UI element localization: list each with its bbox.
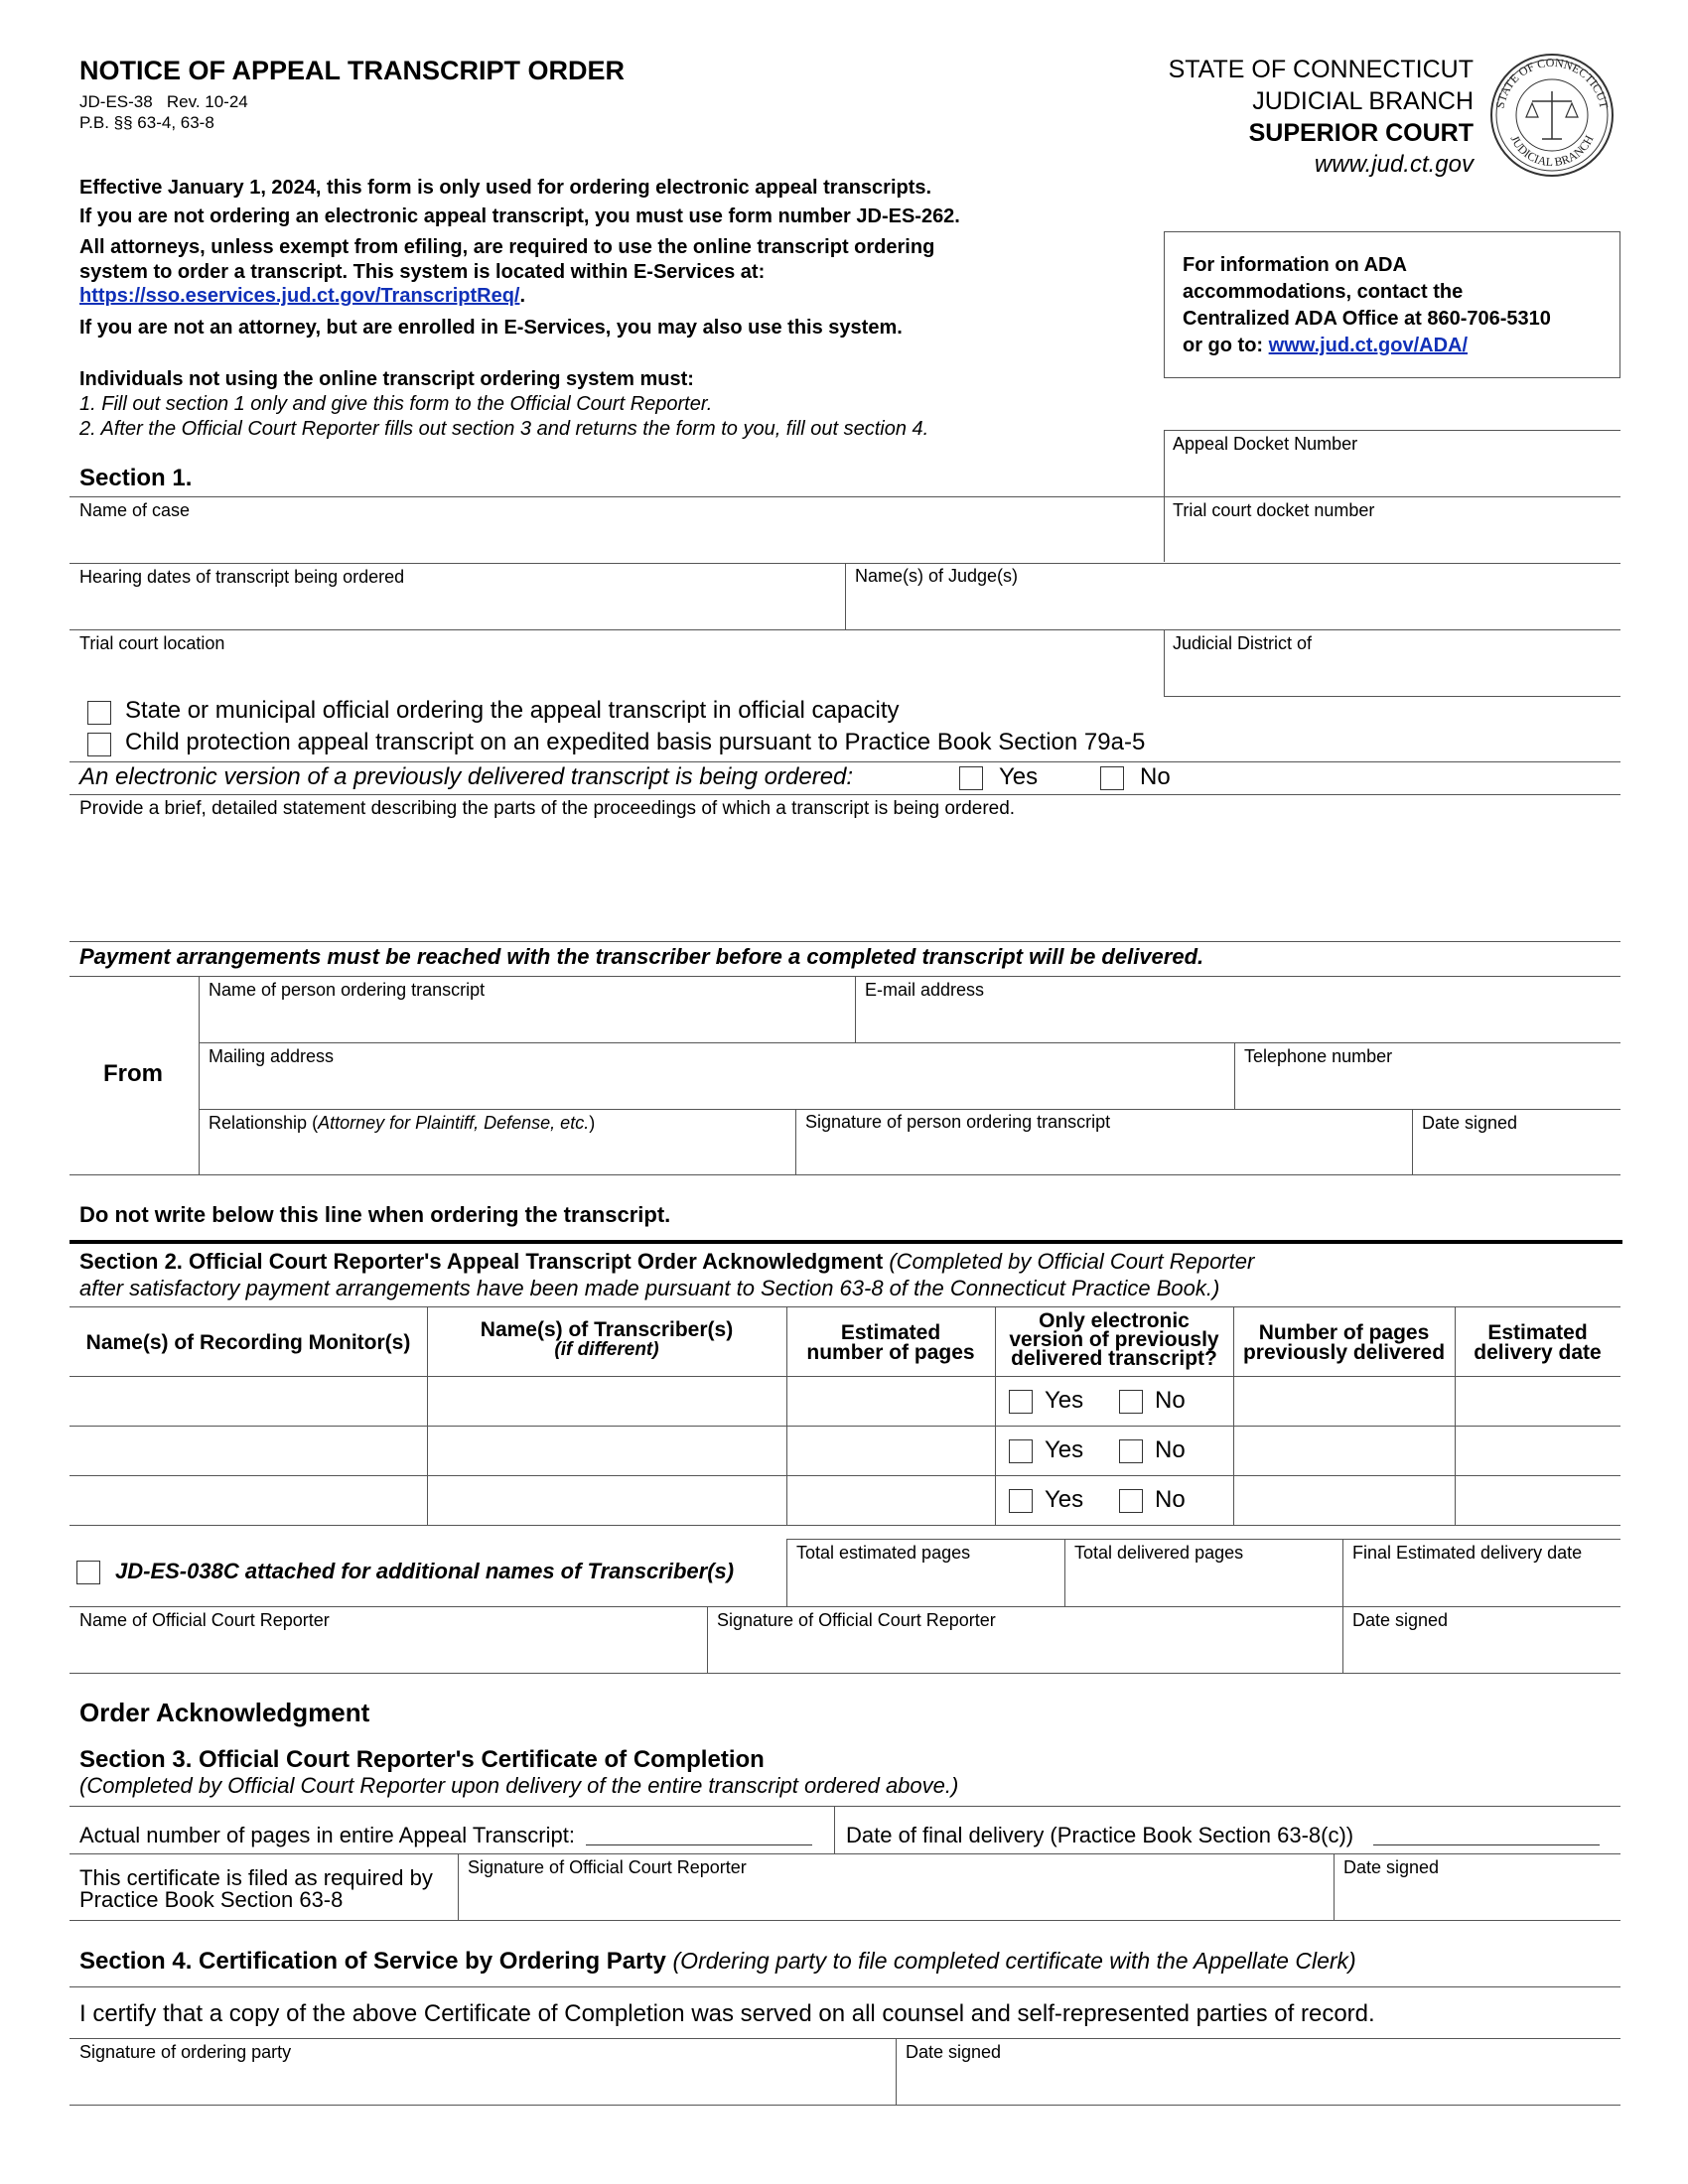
divider [1342,1606,1343,1673]
divider [845,563,846,629]
trial-docket-label: Trial court docket number [1173,500,1375,520]
ada-line-3: Centralized ADA Office at 860-706-5310 [1183,308,1551,330]
final-delivery-label: Date of final delivery (Practice Book Section 63-8(c)) [846,1823,1354,1847]
row3-yes-label: Yes [1045,1486,1084,1513]
transcript-request-link[interactable]: https://sso.eservices.jud.ct.gov/TranscriptReq/ [79,285,520,307]
intro-line-2: If you are not ordering an electronic appeal transcript, you must use form number JD-ES-262. [79,205,960,227]
seal-text-bottom: JUDICIAL BRANCH [1507,132,1597,170]
est-pages-field-3[interactable] [789,1478,993,1523]
trial-location-label: Trial court location [79,633,225,653]
divider [70,496,1620,497]
orderer-signature-label: Signature of person ordering transcript [805,1112,1111,1132]
section-4-title [79,1947,1356,1976]
payment-notice: Payment arrangements must be reached with the transcriber before a completed transcript will be delivered. [79,944,1204,969]
ada-line-4 [1183,333,1602,359]
row1-no-label: No [1155,1387,1186,1414]
delivery-date-field-2[interactable] [1458,1429,1618,1473]
divider [795,1109,796,1174]
divider [707,1606,708,1673]
form-revision: Rev. 10-24 [166,92,248,111]
practice-book-ref: P.B. §§ 63-4, 63-8 [79,113,214,132]
judicial-district-field[interactable] [1166,654,1617,694]
s3-signature-field[interactable] [461,1878,1331,1918]
website: www.jud.ct.gov [1314,151,1474,178]
row2-no-checkbox[interactable] [1119,1439,1143,1463]
section-4-title-text: Section 4. Certification of Service by Ordering Party [79,1948,673,1975]
monitor-field-3[interactable] [71,1478,425,1523]
email-label: E-mail address [865,980,985,1000]
section-1-title: Section 1. [79,465,193,491]
col-del-line1: Estimated [1487,1321,1588,1344]
filed-line-1: This certificate is filed as required by [79,1865,433,1890]
electronic-yes-checkbox[interactable] [959,766,983,790]
intro-url-line [79,284,525,308]
s4-date-field[interactable] [899,2063,1617,2103]
row2-yes-label: Yes [1045,1436,1084,1463]
divider [70,1475,1620,1476]
row3-yes-checkbox[interactable] [1009,1489,1033,1513]
row1-yes-label: Yes [1045,1387,1084,1414]
child-protection-checkbox[interactable] [87,733,111,756]
s4-date-label: Date signed [906,2042,1002,2062]
divider [1164,696,1620,697]
divider [70,1673,1620,1674]
filed-as-required-note [79,1867,433,1911]
col-transcribers [427,1320,786,1360]
col-transcribers-sub: (if different) [554,1339,659,1360]
row3-no-label: No [1155,1486,1186,1513]
person-name-field[interactable] [202,1001,851,1040]
step-2: 2. After the Official Court Reporter fills out section 3 and returns the form to you, fill out section 4. [79,418,929,440]
s3-date-field[interactable] [1336,1878,1617,1918]
total-delivered-label: Total delivered pages [1074,1543,1244,1563]
section-4-title-note: (Ordering party to file completed certificate with the Appellate Clerk) [672,1948,1356,1974]
electronic-version-question: An electronic version of a previously delivered transcript is being ordered: [79,763,854,790]
judicial-district-label: Judicial District of [1173,633,1313,653]
divider [70,1986,1620,1987]
divider [786,1539,787,1606]
statement-label: Provide a brief, detailed statement describing the parts of the proceedings of which a transcript is being ordered. [79,798,1016,819]
electronic-yes-label: Yes [999,763,1039,790]
name-of-case-field[interactable] [71,521,1160,561]
divider [199,976,200,1174]
col-est-line2: number of pages [806,1341,975,1364]
col-del-line2: delivery date [1474,1341,1602,1364]
row2-no-label: No [1155,1436,1186,1463]
reporter-date-label: Date signed [1352,1610,1449,1630]
col-estimated-pages [786,1323,995,1363]
reporter-name-label: Name of Official Court Reporter [79,1610,330,1630]
final-delivery-field[interactable] [1373,1844,1600,1845]
filed-line-2: Practice Book Section 63-8 [79,1887,344,1912]
divider [1334,1853,1335,1920]
divider [70,941,1620,942]
col-pages-delivered [1233,1323,1455,1363]
section-3-subtitle: (Completed by Official Court Reporter upon delivery of the entire transcript ordered above.) [79,1773,959,1798]
divider [70,1920,1620,1921]
col-recording-monitors: Name(s) of Recording Monitor(s) [85,1331,411,1354]
intro-line-1: Effective January 1, 2024, this form is only used for ordering electronic appeal transcripts. [79,177,932,199]
actual-pages-label: Actual number of pages in entire Appeal Transcript: [79,1823,575,1847]
certify-statement: I certify that a copy of the above Certificate of Completion was served on all counsel and self-represented parties of record. [79,2000,1375,2027]
intro-line-4: If you are not an attorney, but are enrolled in E-Services, you may also use this system. [79,317,903,339]
row1-yes-checkbox[interactable] [1009,1390,1033,1414]
divider [70,761,1620,762]
state-name: STATE OF CONNECTICUT [1168,56,1474,83]
person-name-label: Name of person ordering transcript [209,980,486,1000]
trial-location-field[interactable] [71,654,1160,694]
order-ack-heading: Order Acknowledgment [79,1698,370,1727]
row1-no-checkbox[interactable] [1119,1390,1143,1414]
orderer-date-label: Date signed [1422,1113,1518,1133]
monitor-field-2[interactable] [71,1429,425,1473]
divider [855,976,856,1042]
judicial-seal-icon [1485,52,1618,179]
divider [458,1853,459,1920]
col-num-line1: Number of pages [1258,1321,1430,1344]
divider [1412,1109,1413,1174]
url-period: . [519,285,526,307]
s3-date-label: Date signed [1343,1857,1440,1877]
intro-line-3b: system to order a transcript. This system is located within E-Services at: [79,261,766,283]
orderer-date-field[interactable] [1415,1134,1617,1173]
section-2-rule [70,1240,1622,1244]
actual-pages-field[interactable] [586,1844,812,1845]
pages-delivered-field-2[interactable] [1236,1429,1453,1473]
relationship-examples: Attorney for Plaintiff, Defense, etc. [318,1113,590,1133]
section-2-title-note: (Completed by Official Court Reporter [889,1249,1255,1274]
electronic-no-checkbox[interactable] [1100,766,1124,790]
divider [70,1306,1620,1307]
divider [834,1806,835,1853]
court-heading [1076,54,1474,181]
trial-docket-field[interactable] [1166,521,1617,561]
attachment-label: JD-ES-038C attached for additional names of Transcriber(s) [115,1559,735,1583]
s3-signature-label: Signature of Official Court Reporter [468,1857,747,1877]
transcriber-field-1[interactable] [430,1379,784,1424]
branch-name: JUDICIAL BRANCH [1252,87,1474,115]
mailing-address-field[interactable] [202,1067,1230,1107]
ada-link[interactable]: www.jud.ct.gov/ADA/ [1268,335,1469,356]
col-only-line3: delivered transcript? [1011,1347,1217,1370]
divider [1164,430,1620,431]
total-delivered-field[interactable] [1067,1564,1340,1605]
total-estimated-field[interactable] [789,1564,1062,1605]
mailing-address-label: Mailing address [209,1046,335,1066]
divider [70,794,1620,795]
step-1: 1. Fill out section 1 only and give this form to the Official Court Reporter. [79,393,713,415]
divider [70,2105,1620,2106]
divider [70,1426,1620,1427]
transcriber-field-2[interactable] [430,1429,784,1473]
delivery-date-field-3[interactable] [1458,1478,1618,1523]
appeal-docket-label: Appeal Docket Number [1173,434,1358,454]
ada-line-2: accommodations, contact the [1183,281,1464,303]
hearing-dates-label: Hearing dates of transcript being ordered [79,567,405,587]
pages-delivered-field-1[interactable] [1236,1379,1453,1424]
col-delivery-date [1455,1323,1620,1363]
col-only-line2: version of previously [1009,1328,1219,1351]
hearing-dates-field[interactable] [71,588,842,627]
col-est-line1: Estimated [840,1321,941,1344]
divider [70,1853,1620,1854]
relationship-label [209,1112,595,1134]
relationship-pre: Relationship ( [209,1113,319,1133]
section-2-subtitle: after satisfactory payment arrangements have been made pursuant to Section 63-8 of the Connecticut Practice Book.) [79,1276,1220,1300]
s4-signature-label: Signature of ordering party [79,2042,292,2062]
section-2-title [79,1249,1254,1275]
intro-line-3a: All attorneys, unless exempt from efiling, are required to use the online transcript ordering [79,236,935,258]
final-delivery-date-field[interactable] [1345,1564,1617,1605]
from-label: From [103,1060,163,1087]
divider [896,2038,897,2105]
form-title: NOTICE OF APPEAL TRANSCRIPT ORDER [79,56,626,85]
final-delivery-date-label: Final Estimated delivery date [1352,1543,1583,1563]
ada-goto: or go to: [1183,335,1269,356]
judges-field[interactable] [848,588,1617,627]
email-field[interactable] [858,1001,1617,1040]
divider [70,1376,1620,1377]
relationship-field[interactable] [202,1134,791,1173]
electronic-no-label: No [1140,763,1171,790]
child-protection-label: Child protection appeal transcript on an expedited basis pursuant to Practice Book Section 79a-5 [125,729,1146,755]
total-estimated-label: Total estimated pages [796,1543,971,1563]
official-capacity-label: State or municipal official ordering the appeal transcript in official capacity [125,697,900,724]
reporter-name-field[interactable] [71,1631,703,1671]
divider [1164,629,1165,696]
monitor-field-1[interactable] [71,1379,425,1424]
ada-info-box [1164,231,1620,378]
divider [1234,1042,1235,1109]
form-number [79,92,248,112]
divider [70,1606,1620,1607]
official-capacity-checkbox[interactable] [87,701,111,725]
pages-delivered-field-3[interactable] [1236,1478,1453,1523]
col-num-line2: previously delivered [1242,1341,1446,1364]
statement-field[interactable] [71,824,1617,938]
section-3-title: Section 3. Official Court Reporter's Certificate of Completion [79,1746,765,1773]
form-number-text: JD-ES-38 [79,92,153,111]
divider [199,1042,1620,1043]
est-pages-field-2[interactable] [789,1429,993,1473]
row3-no-checkbox[interactable] [1119,1489,1143,1513]
do-not-write-notice: Do not write below this line when ordering the transcript. [79,1202,671,1227]
est-pages-field-1[interactable] [789,1379,993,1424]
seal-text-top: STATE OF CONNECTICUT [1492,55,1612,110]
col-only-electronic [995,1311,1233,1368]
transcriber-field-3[interactable] [430,1478,784,1523]
divider [70,1806,1620,1807]
name-of-case-label: Name of case [79,500,191,520]
relationship-post: ) [589,1113,596,1133]
s4-signature-field[interactable] [71,2063,892,2103]
divider [70,976,1620,977]
individuals-heading: Individuals not using the online transcript ordering system must: [79,368,694,390]
divider [1342,1539,1343,1606]
ada-line-1: For information on ADA [1183,254,1407,276]
col-transcribers-text: Name(s) of Transcriber(s) [480,1318,734,1341]
col-only-line1: Only electronic [1039,1309,1190,1332]
reporter-signature-field[interactable] [710,1631,1341,1671]
row2-yes-checkbox[interactable] [1009,1439,1033,1463]
divider [70,1525,1620,1526]
divider [1064,1539,1065,1606]
divider [70,1174,1620,1175]
section-2-title-text: Section 2. Official Court Reporter's Appeal Transcript Order Acknowledgment [79,1249,890,1274]
divider [786,1539,1620,1540]
delivery-date-field-1[interactable] [1458,1379,1618,1424]
telephone-label: Telephone number [1244,1046,1393,1066]
divider [199,1109,1620,1110]
telephone-field[interactable] [1237,1067,1617,1107]
judges-label: Name(s) of Judge(s) [855,566,1019,586]
divider [70,629,1620,630]
reporter-signature-label: Signature of Official Court Reporter [717,1610,996,1630]
reporter-date-field[interactable] [1345,1631,1617,1671]
appeal-docket-field[interactable] [1166,455,1617,494]
orderer-signature-field[interactable] [798,1134,1408,1173]
divider [70,2038,1620,2039]
court-name: SUPERIOR COURT [1248,119,1474,147]
attachment-checkbox[interactable] [76,1561,100,1584]
